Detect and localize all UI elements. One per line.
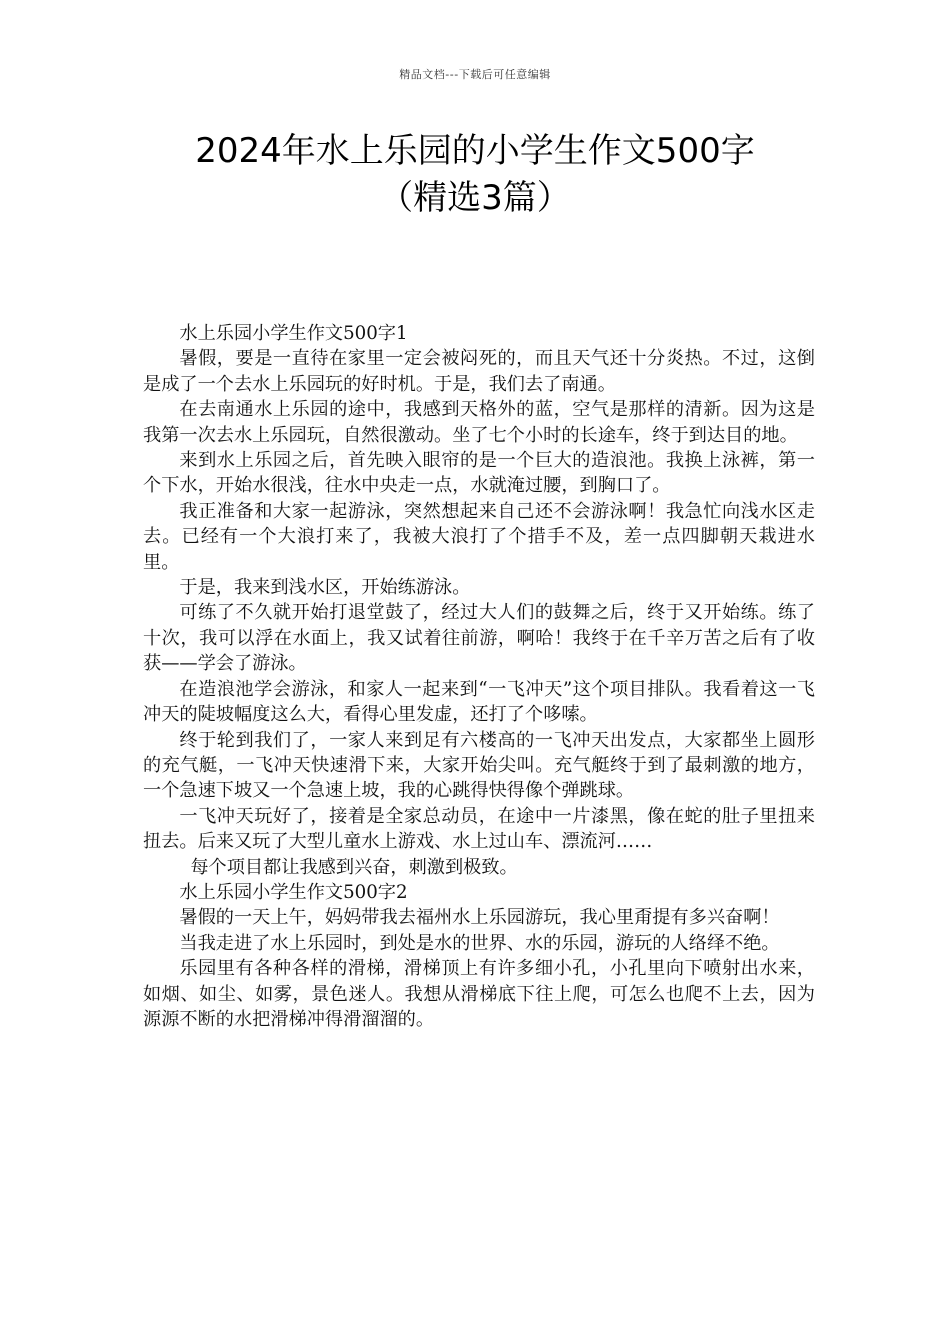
essay-body <box>143 321 815 1032</box>
title-line-1: 2024年水上乐园的小学生作文500字 <box>195 131 755 171</box>
paragraph: 来到水上乐园之后，首先映入眼帘的是一个巨大的造浪池。我换上泳裤，第一个下水，开始水很浅，往水中央走一点，水就淹过腰，到胸口了。 <box>143 450 815 497</box>
title-line-2: （精选3篇） <box>379 178 571 218</box>
section-heading: 水上乐园小学生作文500字1 <box>179 323 408 344</box>
paragraph: 每个项目都让我感到兴奋，刺激到极致。 <box>190 856 518 878</box>
section-heading: 水上乐园小学生作文500字2 <box>179 881 408 903</box>
paragraph: 在造浪池学会游泳，和家人一起来到“一飞冲天”这个项目排队。我看着这一飞冲天的陡坡幅度这么大，看得心里发虚，还打了个哆嗦。 <box>143 678 815 726</box>
paragraph: 当我走进了水上乐园时，到处是水的世界、水的乐园，游玩的人络绎不绝。 <box>179 932 780 954</box>
paragraph: 于是，我来到浅水区，开始练游泳。 <box>179 577 471 599</box>
paragraph: 乐园里有各种各样的滑梯，滑梯顶上有许多细小孔，小孔里向下喷射出水来，如烟、如尘、如雾，景色迷人。我想从滑梯底下往上爬，可怎么也爬不上去，因为源源不断的水把滑梯冲得滑溜溜的。 <box>143 958 815 1030</box>
document-title <box>90 128 860 222</box>
paragraph: 暑假的一天上午，妈妈带我去福州水上乐园游玩，我心里甭提有多兴奋啊！ <box>179 907 780 929</box>
header-note: 精品文档---下载后可任意编辑 <box>399 68 551 81</box>
paragraph: 我正准备和大家一起游泳，突然想起来自己还不会游泳啊！我急忙向浅水区走去。已经有一个大浪打来了，我被大浪打了个措手不及，差一点四脚朝天栽进水里。 <box>143 500 815 573</box>
paragraph: 可练了不久就开始打退堂鼓了，经过大人们的鼓舞之后，终于又开始练。练了十次，我可以浮在水面上，我又试着往前游，啊哈！我终于在千辛万苦之后有了收获——学会了游泳。 <box>143 602 815 675</box>
paragraph: 终于轮到我们了，一家人来到足有六楼高的一飞冲天出发点，大家都坐上圆形的充气艇，一飞冲天快速滑下来，大家开始尖叫。充气艇终于到了最刺激的地方，一个急速下坡又一个急速上坡，我的心跳得快得像个弹跳球。 <box>143 729 815 802</box>
paragraph: 在去南通水上乐园的途中，我感到天格外的蓝，空气是那样的清新。因为这是我第一次去水上乐园玩，自然很激动。坐了七个小时的长途车，终于到达目的地。 <box>143 399 815 446</box>
paragraph: 一飞冲天玩好了，接着是全家总动员，在途中一片漆黑，像在蛇的肚子里扭来扭去。后来又玩了大型儿童水上游戏、水上过山车、漂流河…… <box>143 805 815 853</box>
paragraph: 暑假，要是一直待在家里一定会被闷死的，而且天气还十分炎热。不过，这倒是成了一个去水上乐园玩的好时机。于是，我们去了南通。 <box>143 348 815 395</box>
